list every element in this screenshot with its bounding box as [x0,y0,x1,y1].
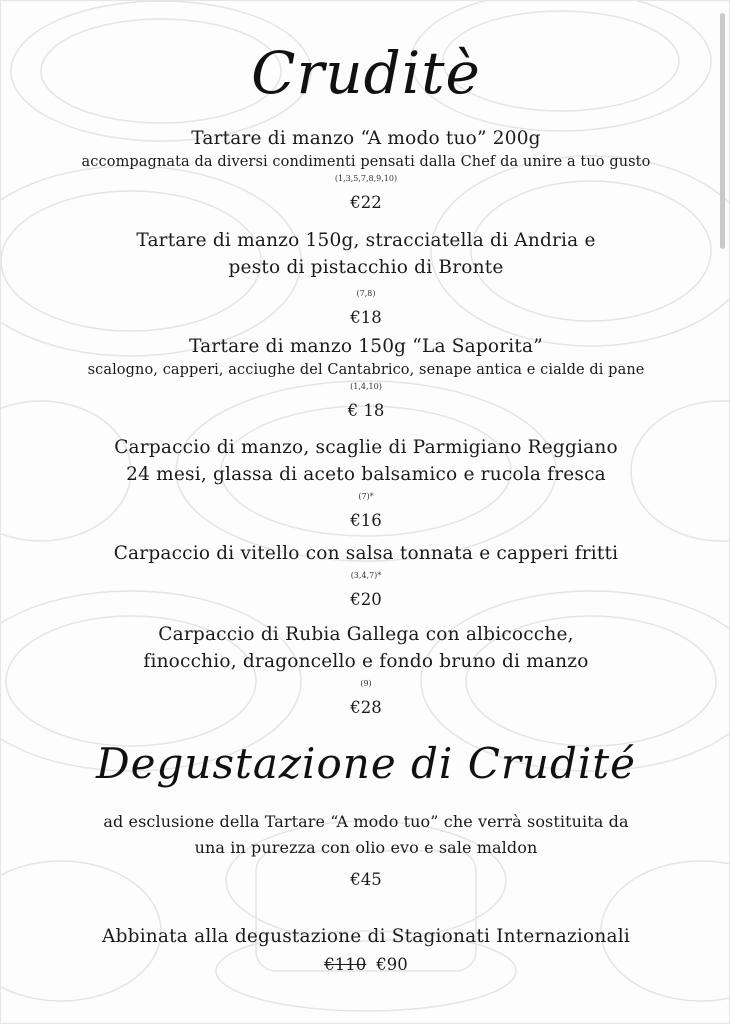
item-name: Tartare di manzo 150g, stracciatella di Andria e [136,230,596,251]
item-name-line2: 24 mesi, glassa di aceto balsamico e rucola fresca [126,464,606,485]
item-name: Tartare di manzo 150g “La Saporita” [189,336,543,357]
old-price: €110 [324,955,367,974]
item-allergens: (1,4,10) [350,382,382,391]
menu-item [21,227,711,331]
menu-item [21,621,711,721]
item-allergens: (9) [360,679,372,688]
item-name-line2: pesto di pistacchio di Bronte [228,257,504,278]
item-name: Carpaccio di manzo, scaglie di Parmigiano Reggiano [114,437,618,458]
item-price: €18 [350,308,382,327]
new-price: €90 [376,955,408,974]
item-name: Tartare di manzo “A modo tuo” 200g [191,128,541,149]
pairing-prices [21,952,711,978]
item-allergens: (7)* [358,492,374,501]
item-description: scalogno, capperi, acciughe del Cantabrico, senape antica e cialde di pane [87,362,645,378]
item-name-line2: finocchio, dragoncello e fondo bruno di manzo [143,651,589,672]
item-price: € 18 [347,401,385,420]
menu-item [21,333,711,424]
item-name: Carpaccio di vitello con salsa tonnata e capperi fritti [113,543,619,564]
item-allergens: (3,4,7)* [350,571,382,580]
tasting-description-line2: una in purezza con olio evo e sale maldon [194,838,538,857]
item-price: €22 [350,193,382,212]
item-allergens: (1,3,5,7,8,9,10) [334,174,398,183]
tasting-description: ad esclusione della Tartare “A modo tuo” che verrà sostituita da [103,812,629,831]
item-price: €28 [350,698,382,717]
item-price: €16 [350,511,382,530]
tasting-block [21,809,711,893]
menu-item [21,540,711,613]
pairing-block [21,923,711,978]
section-title: Cruditè [251,39,481,107]
item-allergens: (7,8) [356,289,376,298]
item-description: accompagnata da diversi condimenti pensati dalla Chef da unire a tuo gusto [81,154,651,170]
item-name: Carpaccio di Rubia Gallega con albicocche, [158,624,574,645]
tasting-price: €45 [350,870,382,889]
menu-item [21,434,711,534]
item-price: €20 [350,590,382,609]
tasting-title: Degustazione di Crudité [95,739,637,788]
pairing-label: Abbinata alla degustazione di Stagionati Internazionali [102,926,630,947]
menu-item [21,125,711,216]
